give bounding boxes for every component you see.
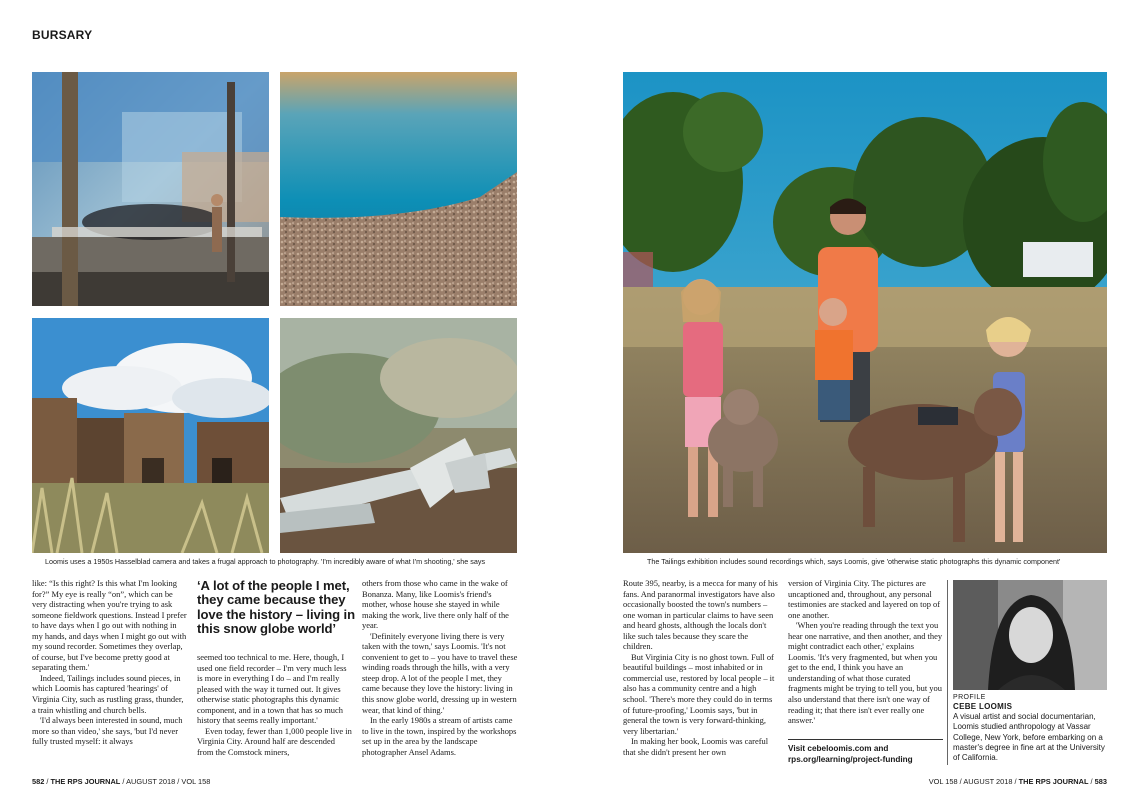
right-column-2 bbox=[788, 578, 944, 726]
left-column-3 bbox=[362, 578, 518, 757]
left-col2-para: Even today, fewer than 1,000 people live in Virginia City. Around half are descended from the Comstock miners, bbox=[197, 725, 352, 757]
left-col3-para: 'Definitely everyone living there is very taken with the town,' says Loomis. 'It's not convenient to get to – you have to travel these winding roads through the hills, with a very steep drop. A lot of the people I met, they came because they love the history: living in this snow globe world, dressing up in western wear, that kind of thing.' bbox=[362, 630, 518, 715]
issue-date-left: AUGUST 2018 / VOL 158 bbox=[126, 777, 211, 786]
photo-sagebrush bbox=[280, 318, 517, 553]
left-folio: 582 / THE RPS JOURNAL / AUGUST 2018 / VOL 158 bbox=[32, 777, 211, 786]
photo-wooden-buildings bbox=[32, 318, 269, 553]
profile-block bbox=[953, 693, 1107, 763]
left-col2-para: seemed too technical to me. Here, though, I used one field recorder – I'm very much less is more in everything I do – and I'm really pleased with the way it turned out. It gives otherwise static photographs this dynamic component, and in a town that has so much history that seems really important.' bbox=[197, 652, 347, 726]
issue-date-right: VOL 158 / AUGUST 2018 / bbox=[928, 777, 1017, 786]
pull-quote: ‘A lot of the people I met, they came because they love the history – living in this snow globe world’ bbox=[197, 578, 355, 636]
right-col1-para: But Virginia City is no ghost town. Full of beautiful buildings – most inhabited or in commercial use, restored by local people – it also has a community centre and a high school. 'There's more they could do in terms of future-proofing,' Loomis says, 'but in general the town is very forward-thinking, very libertarian.' bbox=[623, 651, 775, 736]
photo-lake-rocks bbox=[280, 72, 517, 306]
page-number-right: 583 bbox=[1094, 777, 1107, 786]
profile-divider bbox=[947, 580, 948, 765]
right-col1-para: In making her book, Loomis was careful that she didn't present her own bbox=[623, 736, 769, 757]
profile-portrait bbox=[953, 580, 1107, 690]
right-folio: VOL 158 / AUGUST 2018 / THE RPS JOURNAL / 583 bbox=[928, 777, 1107, 786]
photo-shop-window bbox=[32, 72, 269, 306]
web-link-line[interactable]: rps.org/learning/project-funding bbox=[788, 755, 913, 764]
right-col2-para: version of Virginia City. The pictures are uncaptioned and, throughout, any personal testimonies are stacked and layered on top of one another. bbox=[788, 578, 941, 620]
web-links bbox=[788, 743, 944, 765]
left-photo-caption: Loomis uses a 1950s Hasselblad camera and takes a frugal approach to photography. 'I'm incredibly aware of what I'm shooting,' she says bbox=[45, 557, 486, 566]
right-column-1 bbox=[623, 578, 778, 757]
publication-name-left: THE RPS JOURNAL bbox=[50, 777, 121, 786]
left-column-2 bbox=[197, 652, 352, 757]
right-photo-caption: The Tailings exhibition includes sound recordings which, says Loomis, give 'otherwise static photographs this dynamic component' bbox=[647, 557, 1061, 566]
left-column-1 bbox=[32, 578, 187, 747]
left-col3-para: others from those who came in the wake of Bonanza. Many, like Loomis's friend's mother, whose house she stayed in while making the work, live there only half of the year. bbox=[362, 578, 509, 631]
profile-name: CEBE LOOMIS bbox=[953, 702, 1013, 711]
photo-family-dogs bbox=[623, 72, 1107, 553]
web-link-line[interactable]: Visit cebeloomis.com and bbox=[788, 744, 889, 753]
web-divider bbox=[788, 739, 943, 740]
page-number-left: 582 bbox=[32, 777, 45, 786]
left-col1-para: Indeed, Tailings includes sound pieces, in which Loomis has captured 'hearings' of Virginia City, such as rustling grass, thunder, a train whistling and church bells. bbox=[32, 672, 184, 715]
section-label: BURSARY bbox=[32, 28, 93, 42]
left-col1-para: like: “Is this right? Is this what I'm looking for?” My eye is really “on”, which can be very distracting when you're trying to ask someone fieldwork questions. Instead I prefer to have days when I go out with nothing in my hands, and days when I might go out with my sound recorder. Sometimes they overlap, of course, but I've become pretty good at separating them.' bbox=[32, 578, 187, 673]
left-col1-para: 'I'd always been interested in sound, much more so than video,' she says, 'but I'd never fully trusted myself: it always bbox=[32, 715, 183, 747]
left-col3-para: In the early 1980s a stream of artists came to live in the town, inspired by the workshops set up in the area by the landscape photographer Ansel Adams. bbox=[362, 715, 517, 757]
right-col2-para: 'When you're reading through the text you hear one narrative, and then another, and they might contradict each other,' explains Loomis. 'It's very fragmented, but when you get to the end, I think you have an understanding of what those curated fragments might be trying to tell you, but you also understand that there isn't one way of reading it; that there isn't ever really one answer.' bbox=[788, 620, 943, 726]
profile-tag: PROFILE bbox=[953, 694, 986, 701]
profile-bio: A visual artist and social documentarian, Loomis studied anthropology at Vassar College, New York, before embarking on a master's degree in fine art at the University of California. bbox=[953, 712, 1105, 763]
right-col1-para: Route 395, nearby, is a mecca for many of his fans. And paranormal investigators have also occasionally boosted the town's numbers – one woman in particular claims to have seen and heard ghosts, although the locals don't like such tales because they scare the children. bbox=[623, 578, 778, 652]
publication-name-right: THE RPS JOURNAL bbox=[1018, 777, 1089, 786]
